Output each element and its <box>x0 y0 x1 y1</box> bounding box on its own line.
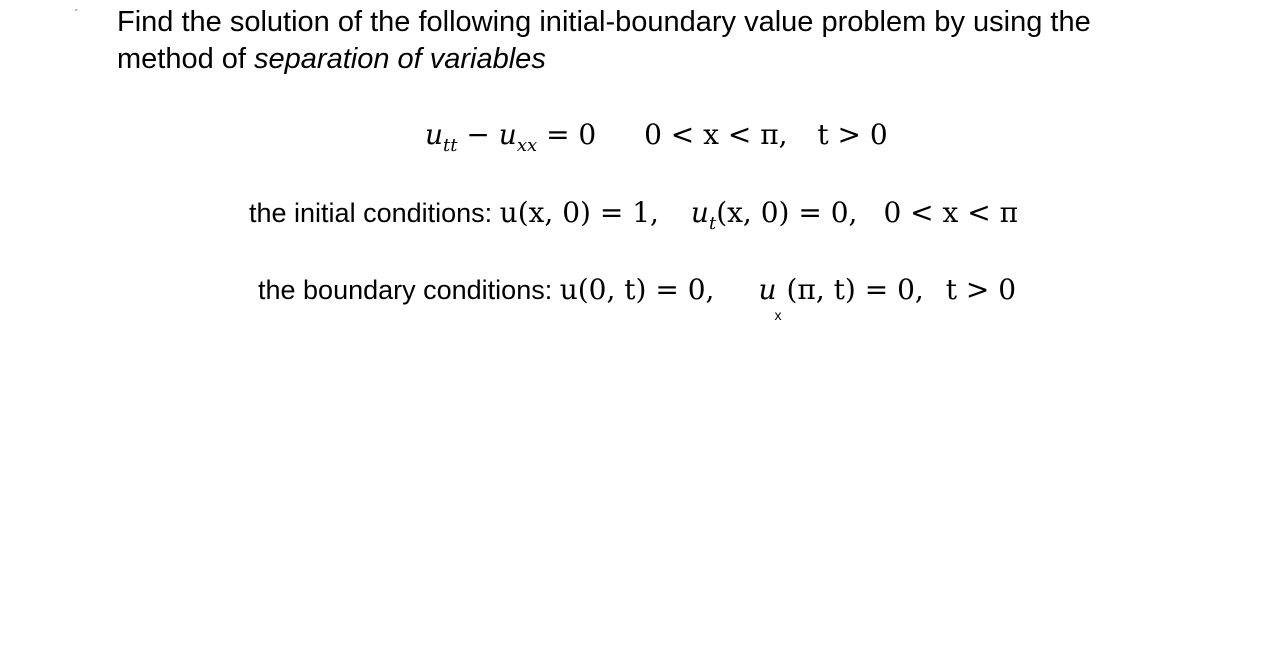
initial-cond-1: u(x, 0) = 1, <box>499 196 659 229</box>
pde-domain-t: t > 0 <box>817 118 888 151</box>
pde-equation <box>425 118 888 156</box>
boundary-conditions-label: the boundary conditions: <box>258 275 560 305</box>
pde-domain-x: 0 < x < π, <box>644 118 788 151</box>
method-name: separation of variables <box>254 43 546 75</box>
boundary-cond-1: u(0, t) = 0, <box>559 273 715 306</box>
pde-sub-tt: tt <box>443 135 458 156</box>
statement-prefix: method of <box>117 43 255 75</box>
corner-mark: ´ <box>69 6 80 21</box>
boundary-cond-2-sub: x <box>774 307 782 323</box>
statement-line-2 <box>117 41 1237 78</box>
initial-cond-2-u: u <box>690 196 709 229</box>
problem-statement <box>117 4 1237 78</box>
initial-conditions-label: the initial conditions: <box>249 198 500 228</box>
initial-cond-2: (x, 0) = 0, <box>716 196 858 229</box>
boundary-cond-2-u: u <box>758 273 777 306</box>
boundary-domain: t > 0 <box>945 273 1017 306</box>
boundary-conditions <box>258 273 1017 323</box>
pde-u1: u <box>425 118 444 151</box>
boundary-cond-2: (π, t) = 0, <box>786 273 924 306</box>
initial-conditions <box>249 196 1018 234</box>
pde-sub-xx: xx <box>516 135 538 156</box>
initial-cond-2-sub: t <box>708 213 717 234</box>
initial-domain: 0 < x < π <box>883 196 1018 229</box>
pde-u2: u <box>498 118 517 151</box>
pde-rhs: = 0 <box>546 118 597 151</box>
statement-line-1: Find the solution of the following initial-boundary value problem by using the <box>117 6 1091 38</box>
pde-minus: − <box>466 118 490 151</box>
